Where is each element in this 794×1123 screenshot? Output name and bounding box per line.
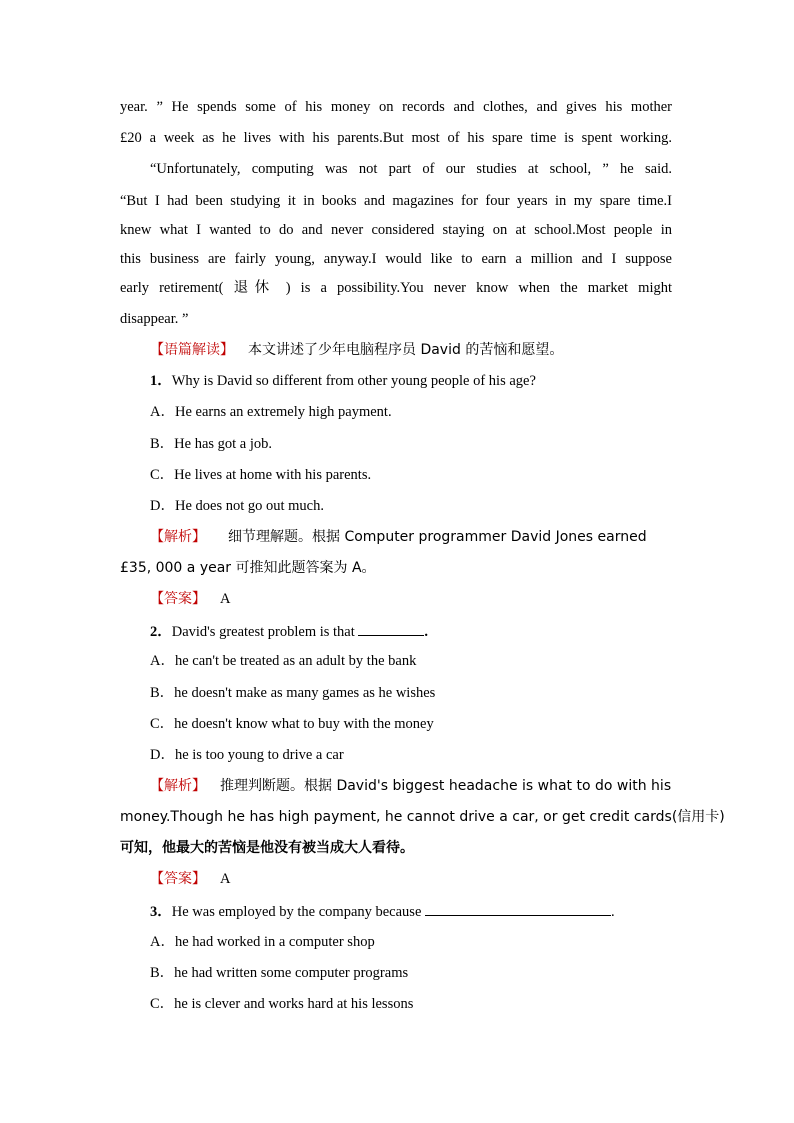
q1-option-c: C．He lives at home with his parents. <box>150 467 372 483</box>
q2-option-c: C．he doesn't know what to buy with the money <box>150 716 434 732</box>
question-2 <box>150 621 672 641</box>
q2-option-d: D．he is too young to drive a car <box>150 747 344 763</box>
q1-option-b: B．He has got a job. <box>150 436 273 452</box>
analysis-tag: 【解析】 <box>150 529 206 545</box>
answer-value: A <box>220 871 231 887</box>
passage-line: £20 a week as he lives with his parents.But most of his spare time is spent working. <box>120 130 672 146</box>
q2-analysis-cont <box>120 808 725 826</box>
answer-value: A <box>220 591 231 607</box>
question-number: 1． <box>150 373 172 389</box>
q1-answer <box>150 590 672 608</box>
question-1 <box>150 372 672 390</box>
passage-line: this business are fairly young, anyway.I would like to earn a million and I suppose <box>120 251 672 267</box>
question-3 <box>150 901 672 921</box>
analysis-text: 细节理解题。根据 Computer programmer David Jones earned <box>228 529 647 545</box>
analysis-text: 可知，他最大的苦恼是他没有被当成大人看待。 <box>120 840 414 856</box>
summary-text: 本文讲述了少年电脑程序员 David 的苦恼和愿望。 <box>248 342 564 358</box>
answer-blank <box>425 901 611 916</box>
question-text: Why is David so different from other young people of his age? <box>171 373 536 389</box>
passage-line: “Unfortunately, computing was not part of our studies at school, ” he said. <box>150 161 672 177</box>
q3-option-b: B．he had written some computer programs <box>150 965 409 981</box>
summary-tag: 【语篇解读】 <box>150 342 234 358</box>
question-end: . <box>611 904 615 920</box>
analysis-tag: 【解析】 <box>150 778 206 794</box>
passage-line: knew what I wanted to do and never considered staying on at school.Most people in <box>120 222 672 238</box>
q2-analysis <box>150 777 672 795</box>
q1-option-d: D．He does not go out much. <box>150 498 324 514</box>
answer-blank <box>358 621 424 636</box>
summary-line <box>150 341 672 359</box>
answer-tag: 【答案】 <box>150 591 206 607</box>
question-number: 2． <box>150 624 172 640</box>
q1-analysis <box>150 528 672 546</box>
passage-line: disappear. ” <box>120 311 189 327</box>
question-text: He was employed by the company because <box>171 904 422 920</box>
passage-line: year. ” He spends some of his money on records and clothes, and gives his mother <box>120 99 672 115</box>
q2-option-a: A．he can't be treated as an adult by the bank <box>150 653 417 669</box>
answer-tag: 【答案】 <box>150 871 206 887</box>
passage-line: “But I had been studying it in books and magazines for four years in my spare time.I <box>120 193 672 209</box>
q2-analysis-cont <box>120 839 672 857</box>
analysis-text: 推理判断题。根据 David's biggest headache is what to do with his <box>220 778 672 794</box>
q3-option-a: A．he had worked in a computer shop <box>150 934 375 950</box>
analysis-text: money.Though he has high payment, he cannot drive a car, or get credit cards(信用卡) <box>120 809 725 825</box>
analysis-text: £35, 000 a year 可推知此题答案为 A。 <box>120 560 376 576</box>
q1-option-a: A．He earns an extremely high payment. <box>150 404 392 420</box>
question-end: . <box>424 624 429 640</box>
passage-line: early retirement( 退休 ) is a possibility.You never know when the market might <box>120 280 672 296</box>
q3-option-c: C．he is clever and works hard at his lessons <box>150 996 414 1012</box>
q1-analysis-cont <box>120 559 672 577</box>
q2-option-b: B．he doesn't make as many games as he wishes <box>150 685 436 701</box>
question-text: David's greatest problem is that <box>171 624 355 640</box>
q2-answer <box>150 870 672 888</box>
question-number: 3． <box>150 904 172 920</box>
